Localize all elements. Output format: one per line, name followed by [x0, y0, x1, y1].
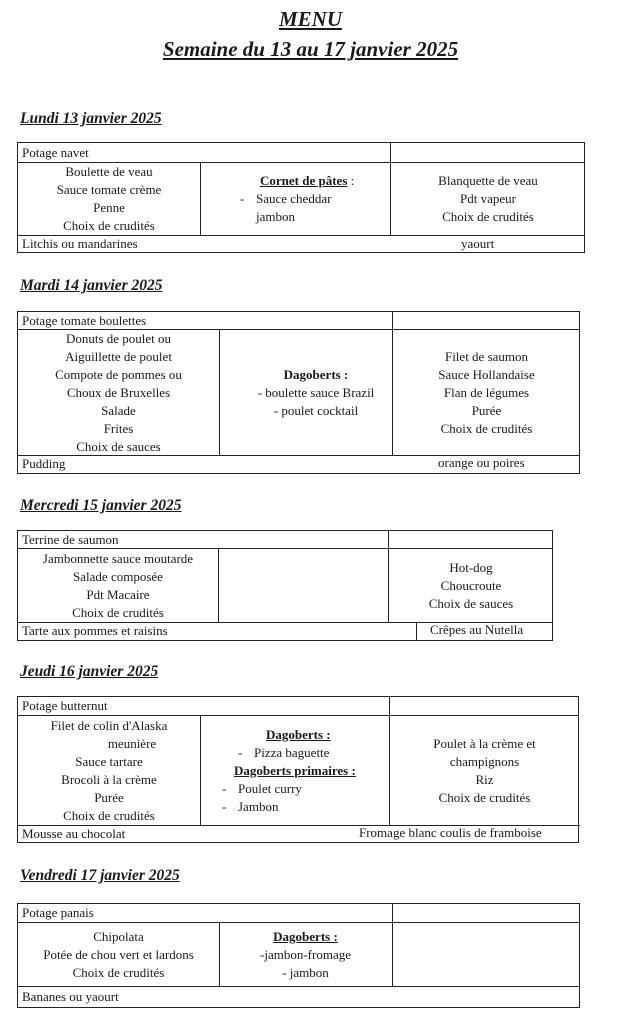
main-dish-2: Cornet de pâtes : - Sauce cheddar jambon — [240, 163, 390, 235]
main-dish-1: Boulette de veau Sauce tomate crème Penne Choix de crudités — [56, 164, 162, 233]
day-heading-mercredi: Mercredi 15 janvier 2025 — [20, 497, 182, 514]
main-dish-1: Filet de colin d'Alaska meunière Sauce tartare Brocoli à la crème Purée Choix de crudités — [50, 717, 168, 823]
menu-title: MENU — [278, 7, 342, 31]
dessert-right: Fromage blanc coulis de framboise — [359, 825, 542, 840]
main-dish-2: Dagoberts : - boulette sauce Brazil - poulet cocktail — [257, 367, 375, 418]
dessert-left: Litchis ou mandarines — [22, 236, 138, 251]
dessert-right: yaourt — [461, 236, 495, 251]
day-heading-mardi: Mardi 14 janvier 2025 — [20, 277, 163, 294]
main-dish-1: Donuts de poulet ou Aiguillette de poulet Compote de pommes ou Choux de Bruxelles Salade Frites Choix de sauces — [55, 331, 182, 454]
main-dish-1: Jambonnette sauce moutarde Salade composée Pdt Macaire Choix de crudités — [42, 551, 194, 620]
dessert-left: Tarte aux pommes et raisins — [22, 623, 168, 638]
soup: Potage panais — [22, 905, 94, 920]
day-table-mercredi — [17, 530, 553, 641]
day-table-lundi — [17, 142, 585, 253]
soup: Potage butternut — [22, 698, 108, 713]
dessert-left: Pudding — [22, 456, 66, 471]
main-dish-2: Dagoberts : -jambon-fromage - jambon — [260, 929, 351, 980]
day-heading-lundi: Lundi 13 janvier 2025 — [20, 110, 162, 127]
main-dish-3: Blanquette de veau Pdt vapeur Choix de crudités — [438, 173, 538, 224]
day-table-mardi — [17, 311, 580, 474]
day-heading-vendredi: Vendredi 17 janvier 2025 — [20, 867, 180, 884]
day-heading-jeudi: Jeudi 16 janvier 2025 — [20, 663, 159, 680]
main-dish-2: Dagoberts : - Pizza baguette Dagoberts primaires : - Poulet curry - Jambon — [218, 716, 389, 825]
menu-subtitle: Semaine du 13 au 17 janvier 2025 — [162, 37, 459, 61]
main-dish-3: Hot-dog Choucroute Choix de sauces — [428, 560, 514, 611]
main-dish-3: Filet de saumon Sauce Hollandaise Flan de légumes Purée Choix de crudités — [438, 349, 535, 436]
dessert-right: Crêpes au Nutella — [430, 622, 524, 637]
day-table-vendredi — [17, 903, 580, 1008]
soup: Potage tomate boulettes — [22, 313, 147, 328]
main-dish-3: Poulet à la crème et champignons Riz Choix de crudités — [433, 735, 536, 805]
dessert-left: Mousse au chocolat — [22, 826, 126, 841]
soup: Terrine de saumon — [22, 532, 119, 547]
day-table-jeudi — [17, 696, 579, 843]
main-dish-1: Chipolata Potée de chou vert et lardons Choix de crudités — [43, 929, 194, 980]
soup: Potage navet — [22, 145, 89, 160]
dessert-right: orange ou poires — [438, 455, 525, 470]
dessert-left: Bananes ou yaourt — [22, 989, 119, 1004]
